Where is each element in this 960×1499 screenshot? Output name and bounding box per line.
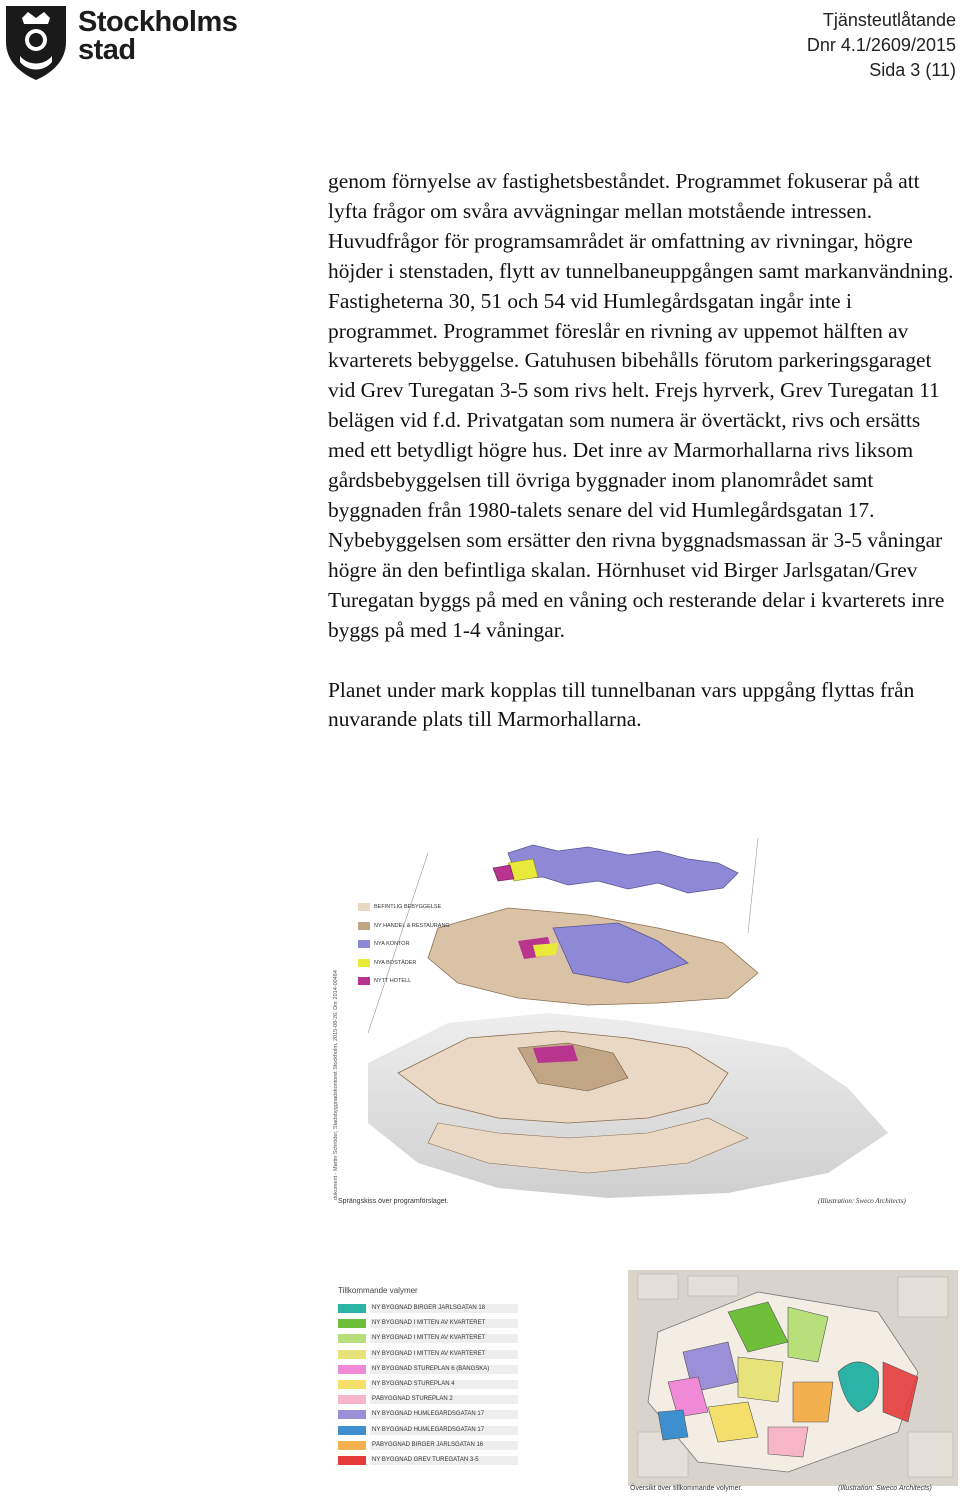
figure2-legend-item: [338, 1301, 518, 1316]
figure2-legend-item: [338, 1316, 518, 1331]
legend-swatch: [358, 940, 370, 948]
figure1-caption-left: Sprängskiss över programförslaget.: [338, 1198, 449, 1205]
document-type: Tjänsteutlåtande: [822, 10, 956, 30]
paragraph-1: genom förnyelse av fastighetsbeståndet. Programmet fokuserar på att lyfta frågor om svåra avvägningar mellan motstående intressen. Huvudfrågor för programsamrådet är omfattning av rivningar, högre höjder i stenstaden, flytt av tunnelbaneuppgången samt markanvändning. Fastigheterna 30, 51 och 54 vid Humlegårdsgatan ingår inte i programmet. Programmet föreslår en rivning av uppemot hälften av kvarterets bebyggelse. Gatuhusen bibehålls förutom parkeringsgaraget vid Grev Turegatan 3-5 som rivs helt. Frejs hyrverk, Grev Turegatan 11 belägen vid f.d. Privatgatan som numera är övertäckt, rivs och ersätts med ett betydligt högre hus. Det inre av Marmorhallarna rivs liksom gårdsbebyggelsen till övriga byggnader inom planområdet samt byggnaden från 1980-talets senare del vid Humlegårdsgatan 17. Nybebyggelsen som ersätter den rivna byggnadsmassan är 3-5 våningar högre än den befintliga skalan. Hörnhuset vid Birger Jarlsgatan/Grev Turegatan byggs på med en våning och resterande delar i kvarterets inre byggs på med 1-4 våningar.: [328, 169, 954, 642]
middle-layer-buildings: [428, 908, 758, 1005]
legend-swatch: [358, 922, 370, 930]
legend-label: NY BYGGNAD HUMLEGÅRDSGATAN 17: [370, 1410, 518, 1419]
legend-label: NY BYGGNAD I MITTEN AV KVARTERET: [370, 1350, 518, 1359]
paragraph-2: Planet under mark kopplas till tunnelbanan vars uppgång flyttas från nuvarande plats till Marmorhallarna.: [328, 677, 915, 732]
figure1-side-note: [330, 938, 340, 1200]
figure1-legend: [358, 898, 450, 991]
page-number: Sida 3 (11): [869, 60, 956, 80]
legend-label: NY BYGGNAD I MITTEN AV KVARTERET: [370, 1319, 518, 1328]
document-number: Dnr 4.1/2609/2015: [806, 35, 956, 55]
figure2-caption-right: (Illustration: Sweco Architects): [838, 1485, 932, 1492]
figure2-legend: [338, 1286, 518, 1468]
legend-swatch: [358, 977, 370, 985]
figure2-legend-item: [338, 1453, 518, 1468]
figure2-caption-left: Översikt över tillkommande volymer.: [630, 1485, 743, 1492]
legend-label: NY HANDEL & RESTAURANG: [374, 922, 450, 929]
legend-label: NY BYGGNAD STUREPLAN 4: [370, 1380, 518, 1389]
figure1-side-note-text: dokument - Martin Schröder, Stadsbyggnadskontoret Stockholm, 2015-08-26, Dnr 2014-00484: [333, 970, 339, 1200]
legend-swatch: [338, 1350, 366, 1359]
figure2-legend-item: [338, 1347, 518, 1362]
figure2-legend-item: [338, 1331, 518, 1346]
legend-label: PÅBYGGNAD STUREPLAN 2: [370, 1395, 518, 1404]
legend-swatch: [338, 1456, 366, 1465]
logo-text-line2: stad: [78, 34, 136, 66]
figure2-legend-item: [338, 1438, 518, 1453]
legend-label: NY BYGGNAD GREV TUREGATAN 3-5: [370, 1456, 518, 1465]
legend-swatch: [338, 1304, 366, 1313]
stockholms-stad-logo: [2, 2, 242, 82]
figure2-legend-item: [338, 1423, 518, 1438]
figure1-legend-item: [358, 972, 450, 991]
legend-swatch: [338, 1426, 366, 1435]
body-text: [328, 167, 960, 735]
figure2-legend-item: [338, 1392, 518, 1407]
figure2-legend-item: [338, 1362, 518, 1377]
legend-label: PÅBYGGNAD BIRGER JARLSGATAN 16: [370, 1441, 518, 1450]
legend-swatch: [338, 1365, 366, 1374]
legend-swatch: [338, 1410, 366, 1419]
legend-swatch: [338, 1395, 366, 1404]
legend-swatch: [338, 1334, 366, 1343]
legend-swatch: [338, 1319, 366, 1328]
figure2-legend-item: [338, 1407, 518, 1422]
legend-swatch: [358, 959, 370, 967]
figure2-legend-title: Tillkommande valymer: [338, 1286, 418, 1295]
figure1-caption-right: (Illustration: Sweco Architects): [818, 1197, 906, 1205]
figure1-legend-item: [358, 935, 450, 954]
document-header-info: [807, 8, 956, 83]
legend-label: NY BYGGNAD HUMLEGÅRDSGATAN 17: [370, 1426, 518, 1435]
city-crest-icon: [2, 2, 72, 82]
exploded-view-illustration: [328, 833, 928, 1209]
figure1-legend-item: [358, 917, 450, 936]
legend-swatch: [358, 903, 370, 911]
legend-label: NYTT HOTELL: [374, 978, 412, 985]
legend-label: NYA KONTOR: [374, 941, 410, 948]
legend-swatch: [338, 1380, 366, 1389]
legend-label: NYA BOSTÄDER: [374, 959, 417, 966]
figure1-legend-item: [358, 954, 450, 973]
figure2-legend-item: [338, 1377, 518, 1392]
figure1-legend-item: [358, 898, 450, 917]
bottom-layer-buildings: [368, 1013, 888, 1198]
legend-label: BEFINTLIG BEBYGGELSE: [374, 904, 442, 911]
legend-label: NY BYGGNAD I MITTEN AV KVARTERET: [370, 1334, 518, 1343]
legend-label: NY BYGGNAD STUREPLAN 6 (BÅNGSKA): [370, 1365, 518, 1374]
legend-swatch: [338, 1441, 366, 1450]
legend-label: NY BYGGNAD BIRGER JARLSGATAN 18: [370, 1304, 518, 1313]
logo-text-line1: Stockholms: [78, 6, 238, 38]
top-layer-offices: [493, 845, 738, 893]
